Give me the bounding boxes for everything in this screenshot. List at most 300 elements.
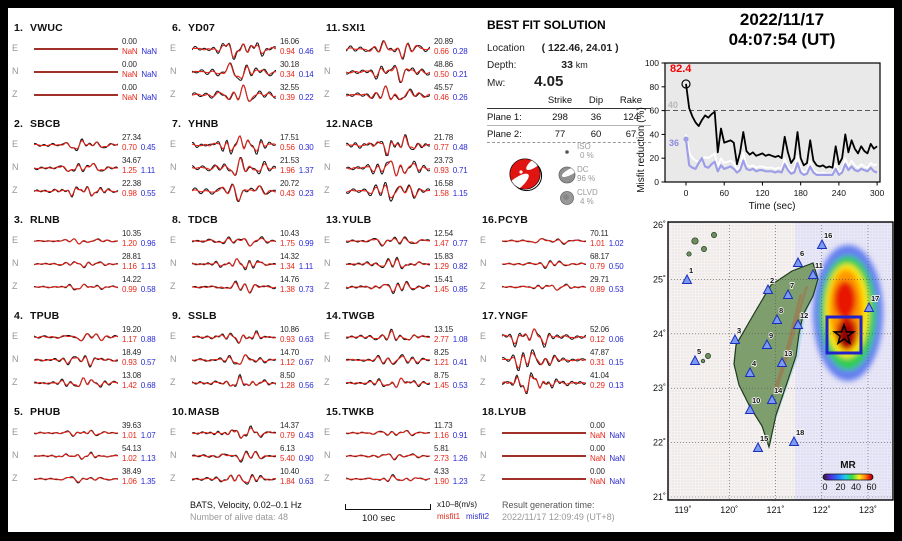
misfit2-value: 1.07 xyxy=(140,430,156,440)
station-marker-number: 12 xyxy=(800,311,809,320)
y-tick-label: 100 xyxy=(644,58,659,68)
synthetic-trace xyxy=(34,239,118,244)
misfit-values xyxy=(122,166,155,176)
misfit2-value: 0.14 xyxy=(298,69,314,79)
misfit-values xyxy=(590,454,625,464)
event-date: 2022/11/17 xyxy=(739,10,825,29)
misfit2-value: 0.43 xyxy=(298,430,314,440)
dc-label xyxy=(577,166,595,183)
peak-amplitude: 20.89 xyxy=(434,37,454,46)
iso-name: ISO xyxy=(577,142,591,151)
misfit2-value: NaN xyxy=(141,92,157,102)
clvd-name: CLVD xyxy=(577,188,598,197)
station-block xyxy=(10,306,176,402)
peak-amplitude: 12.54 xyxy=(434,229,454,238)
misfit1-value: 2.77 xyxy=(434,334,449,344)
misfit2-value: 1.26 xyxy=(452,453,468,463)
station-name: TWGB xyxy=(342,310,375,322)
channel-label: Z xyxy=(170,281,176,291)
channel-label: N xyxy=(324,450,331,460)
depth-unit: km xyxy=(575,60,588,70)
observed-trace xyxy=(346,41,430,59)
station-block xyxy=(478,306,644,402)
channel-values xyxy=(280,275,314,294)
misfit2-value: 0.13 xyxy=(608,380,624,390)
misfit2-value: 0.30 xyxy=(298,142,314,152)
misfit1-value: 0.94 xyxy=(280,46,295,56)
channel-row xyxy=(478,276,644,298)
misfit2-value: 0.21 xyxy=(452,69,468,79)
peak-amplitude: 21.53 xyxy=(280,156,300,165)
misfit-values xyxy=(280,143,314,153)
y-tick-label: 20 xyxy=(649,153,659,164)
peak-amplitude: 0.00 xyxy=(122,37,137,46)
peak-amplitude: 45.57 xyxy=(434,83,454,92)
channel-label: N xyxy=(170,66,177,76)
channel-row xyxy=(168,38,334,60)
waveform-plot xyxy=(192,372,276,394)
synthetic-trace xyxy=(192,282,276,292)
channel-values xyxy=(434,275,468,294)
channel-row xyxy=(322,253,488,275)
station-block xyxy=(168,402,334,498)
misfit2-value: NaN xyxy=(141,69,157,79)
observed-trace xyxy=(192,475,276,485)
synthetic-trace xyxy=(192,185,276,201)
station-number: 1. xyxy=(14,22,24,34)
channel-values xyxy=(434,421,468,440)
station-number: 4. xyxy=(14,310,24,322)
channel-row xyxy=(10,157,176,179)
misfit-values xyxy=(122,189,156,199)
lon-label: 121˚ xyxy=(766,505,785,515)
station-block xyxy=(10,402,176,498)
station-name: YNGF xyxy=(498,310,528,322)
lon-label: 123˚ xyxy=(858,505,878,515)
misfit-values xyxy=(122,454,156,464)
misfit1-value: 0.31 xyxy=(590,357,605,367)
channel-values xyxy=(434,60,468,79)
y-tick-label: 60 xyxy=(649,105,659,116)
channel-values xyxy=(434,444,468,463)
channel-row xyxy=(478,422,644,444)
channel-row xyxy=(10,84,176,106)
misfit1-value: 1.45 xyxy=(434,380,449,390)
misfit-values xyxy=(434,93,468,103)
channel-values xyxy=(590,229,624,248)
misfit-values xyxy=(590,285,624,295)
waveform-plot xyxy=(192,157,276,179)
channel-values xyxy=(122,37,157,56)
location-label: Location xyxy=(487,43,525,54)
misfit1-value: 1.38 xyxy=(280,284,295,294)
channel-values xyxy=(590,348,624,367)
channel-values xyxy=(434,371,468,390)
misfit-values xyxy=(280,335,314,345)
channel-label: N xyxy=(324,162,331,172)
misfit-values xyxy=(434,166,468,176)
station-marker-number: 1 xyxy=(689,266,694,275)
waveform-plot xyxy=(34,157,118,179)
misfit2-value: 0.58 xyxy=(140,284,156,294)
station-header xyxy=(326,406,374,418)
channel-row xyxy=(168,422,334,444)
lon-label: 119˚ xyxy=(674,505,692,515)
peak-amplitude: 68.17 xyxy=(590,252,610,261)
channel-row xyxy=(10,422,176,444)
location-value: ( 122.46, 24.01 ) xyxy=(541,42,619,54)
misfit2-value: 0.55 xyxy=(140,188,156,198)
clvd-pct: 4 % xyxy=(580,196,594,206)
station-header xyxy=(172,310,217,322)
waveform-plot xyxy=(192,230,276,252)
islet-penghu xyxy=(705,353,710,358)
synthetic-trace xyxy=(192,63,276,78)
channel-row xyxy=(168,445,334,467)
misfit2-value: 1.02 xyxy=(608,238,624,248)
misfit-values xyxy=(280,262,313,272)
channel-label: N xyxy=(324,66,331,76)
station-block xyxy=(168,114,334,210)
channel-values xyxy=(590,371,624,390)
station-number: 2. xyxy=(14,118,24,130)
station-block xyxy=(168,306,334,402)
station-marker-number: 11 xyxy=(815,261,823,270)
peak-amplitude: 10.86 xyxy=(280,325,300,334)
x-tick-label: 0 xyxy=(683,188,689,198)
channel-label: E xyxy=(12,427,19,437)
misfit1-value: NaN xyxy=(590,476,606,486)
channel-row xyxy=(168,468,334,490)
misfit1-value: 1.21 xyxy=(434,357,449,367)
clvd-icon xyxy=(553,187,577,209)
station-header xyxy=(14,22,63,34)
waveform-plot xyxy=(346,276,430,298)
station-header xyxy=(172,406,220,418)
event-datetime xyxy=(682,10,882,50)
waveform-plot xyxy=(502,422,586,444)
waveform-plot xyxy=(192,326,276,348)
channel-values xyxy=(590,275,624,294)
channel-row xyxy=(322,276,488,298)
channel-row xyxy=(168,276,334,298)
waveform-plot xyxy=(346,180,430,202)
channel-values xyxy=(434,37,468,56)
peak-amplitude: 0.00 xyxy=(122,83,137,92)
channel-values xyxy=(122,133,156,152)
channel-row xyxy=(322,84,488,106)
station-name: SBCB xyxy=(30,118,61,130)
solution-location-row xyxy=(487,42,619,54)
channel-label: E xyxy=(12,331,19,341)
channel-row xyxy=(322,422,488,444)
misfit2-value: 0.56 xyxy=(298,380,314,390)
channel-values xyxy=(434,348,468,367)
synthetic-trace xyxy=(192,377,276,386)
waveform-plot xyxy=(34,253,118,275)
channel-row xyxy=(168,372,334,394)
misfit1-legend: misfit1 xyxy=(437,512,461,521)
station-name: TDCB xyxy=(188,214,218,226)
peak-amplitude: 27.34 xyxy=(122,133,142,142)
channel-label: N xyxy=(12,450,19,460)
channel-label: Z xyxy=(170,89,176,99)
peak-amplitude: 13.15 xyxy=(434,325,454,334)
misfit-values xyxy=(434,477,468,487)
station-header xyxy=(482,406,526,418)
station-number: 8. xyxy=(172,214,182,226)
channel-row xyxy=(168,230,334,252)
lon-label: 122˚ xyxy=(812,505,831,515)
misfit-values xyxy=(122,431,156,441)
synthetic-trace xyxy=(34,187,118,195)
col-strike: Strike xyxy=(547,94,573,106)
channel-row xyxy=(10,61,176,83)
waveform-plot xyxy=(502,372,586,394)
peak-amplitude: 20.72 xyxy=(280,179,300,188)
peak-amplitude: 18.49 xyxy=(122,348,142,357)
peak-amplitude: 52.06 xyxy=(590,325,610,334)
channel-row xyxy=(10,180,176,202)
misfit1-value: 0.12 xyxy=(590,334,605,344)
channel-row xyxy=(168,134,334,156)
station-block xyxy=(10,114,176,210)
channel-label: Z xyxy=(480,473,486,483)
misfit2-value: 0.53 xyxy=(608,284,624,294)
peak-amplitude: 30.18 xyxy=(280,60,300,69)
misfit-values xyxy=(434,70,468,80)
station-number: 12. xyxy=(326,118,342,130)
misfit2-value: 1.23 xyxy=(452,476,468,486)
misfit1-value: 1.45 xyxy=(434,284,449,294)
channel-label: Z xyxy=(12,473,18,483)
waveform-plot xyxy=(502,468,586,490)
waveform-plot xyxy=(34,134,118,156)
station-block xyxy=(10,210,176,306)
channel-values xyxy=(122,60,157,79)
channel-values xyxy=(590,467,625,486)
peak-amplitude: 4.33 xyxy=(434,467,449,476)
colorbar-tick: 20 xyxy=(835,482,846,492)
station-marker-number: 15 xyxy=(760,434,769,443)
misfit-values xyxy=(434,239,468,249)
channel-row xyxy=(322,180,488,202)
channel-values xyxy=(280,229,314,248)
synthetic-trace xyxy=(346,161,430,176)
misfit1-value: 1.06 xyxy=(122,476,137,486)
synthetic-trace xyxy=(192,259,276,268)
channel-label: N xyxy=(480,354,487,364)
station-name: VWUC xyxy=(30,22,63,34)
peak-amplitude: 29.71 xyxy=(590,275,610,284)
misfit2-value: 0.22 xyxy=(298,92,314,102)
waveform-plot xyxy=(346,372,430,394)
synthetic-trace xyxy=(346,454,430,459)
waveform-plot xyxy=(346,134,430,156)
channel-label: Z xyxy=(480,377,486,387)
waveform-plot xyxy=(346,422,430,444)
station-number: 6. xyxy=(172,22,182,34)
synthetic-trace xyxy=(346,136,430,155)
clvd-label xyxy=(577,189,598,206)
plane2-dip: 60 xyxy=(590,128,602,140)
channel-row xyxy=(322,157,488,179)
misfit1-value: 0.98 xyxy=(122,188,137,198)
channel-label: E xyxy=(324,43,331,53)
misfit-values xyxy=(590,335,624,345)
channel-values xyxy=(122,325,156,344)
station-name: NACB xyxy=(342,118,374,130)
depth-value: 33 xyxy=(561,59,573,71)
misfit-values xyxy=(122,239,156,249)
synthetic-trace xyxy=(34,357,118,366)
misfit2-value: 0.73 xyxy=(298,284,314,294)
peak-amplitude: 5.81 xyxy=(434,444,449,453)
depth-label: Depth: xyxy=(487,60,517,71)
plane2-rake: 67 xyxy=(625,128,637,140)
waveform-plot xyxy=(346,84,430,106)
station-number: 17. xyxy=(482,310,498,322)
misfit-values xyxy=(280,189,314,199)
waveform-plot xyxy=(192,422,276,444)
peak-amplitude: 17.51 xyxy=(280,133,300,142)
synthetic-trace xyxy=(502,262,586,268)
synthetic-trace xyxy=(346,356,430,363)
waveform-plot xyxy=(34,326,118,348)
chart-annotation: 36 xyxy=(669,138,680,148)
channel-values xyxy=(434,179,468,198)
channel-label: N xyxy=(170,354,177,364)
synthetic-trace xyxy=(34,378,118,387)
y-tick-label: 40 xyxy=(649,129,659,140)
peak-amplitude: 39.63 xyxy=(122,421,142,430)
channel-label: Z xyxy=(170,185,176,195)
waveform-plot xyxy=(346,326,430,348)
synthetic-trace xyxy=(34,453,118,459)
synthetic-trace xyxy=(34,431,118,436)
misfit-values xyxy=(590,358,624,368)
waveform-plot xyxy=(192,134,276,156)
colorbar-tick: 40 xyxy=(850,482,862,492)
channel-row xyxy=(168,326,334,348)
waveform-plot xyxy=(192,61,276,83)
heat-red-north xyxy=(834,281,856,319)
channel-values xyxy=(122,179,156,198)
station-number: 5. xyxy=(14,406,24,418)
station-number: 16. xyxy=(482,214,498,226)
misfit1-value: 1.58 xyxy=(434,188,449,198)
channel-label: Z xyxy=(12,281,18,291)
synthetic-trace xyxy=(192,428,276,438)
station-header xyxy=(326,214,371,226)
station-marker-number: 8 xyxy=(779,306,784,315)
misfit1-value: 0.34 xyxy=(280,69,295,79)
misfit2-value: NaN xyxy=(141,46,157,56)
misfit1-value: 0.79 xyxy=(280,430,295,440)
misfit2-value: 1.37 xyxy=(298,165,314,175)
channel-values xyxy=(280,421,314,440)
station-number: 9. xyxy=(172,310,182,322)
channel-label: E xyxy=(480,331,487,341)
channel-label: E xyxy=(324,427,331,437)
synthetic-trace xyxy=(192,475,276,483)
misfit1-value: 1.75 xyxy=(280,238,295,248)
channel-row xyxy=(478,253,644,275)
channel-label: E xyxy=(170,427,177,437)
channel-values xyxy=(122,83,157,102)
misfit2-value: 0.28 xyxy=(452,46,468,56)
waveform-plot xyxy=(346,61,430,83)
misfit-values xyxy=(122,262,156,272)
dc-icon xyxy=(553,164,577,186)
waveform-plot xyxy=(502,445,586,467)
channel-values xyxy=(122,421,156,440)
channel-values xyxy=(434,133,468,152)
station-marker-number: 2 xyxy=(770,276,775,285)
peak-amplitude: 19.20 xyxy=(122,325,142,334)
channel-values xyxy=(122,444,156,463)
col-dip: Dip xyxy=(588,94,604,106)
channel-values xyxy=(122,467,156,486)
misfit-values xyxy=(590,477,625,487)
filter-info: BATS, Velocity, 0.02–0.1 Hz xyxy=(190,500,302,510)
misfit1-value: 1.20 xyxy=(122,238,137,248)
station-header xyxy=(172,22,215,34)
station-name: YD07 xyxy=(188,22,216,34)
misfit2-value: 0.77 xyxy=(452,238,468,248)
plane1-row xyxy=(487,109,651,126)
channel-row xyxy=(322,38,488,60)
channel-label: N xyxy=(170,162,177,172)
channel-values xyxy=(434,156,468,175)
misfit1-value: 0.89 xyxy=(590,284,605,294)
misfit2-value: 0.67 xyxy=(298,357,314,367)
waveform-plot xyxy=(34,468,118,490)
waveform-plot xyxy=(502,230,586,252)
station-block xyxy=(322,306,488,402)
synthetic-trace xyxy=(502,376,586,393)
channel-values xyxy=(280,348,314,367)
misfit1-value: 0.99 xyxy=(122,284,137,294)
chart-annotation: 82.4 xyxy=(670,63,692,75)
station-header xyxy=(14,406,61,418)
station-marker-number: 9 xyxy=(769,331,774,340)
station-marker-number: 6 xyxy=(800,249,805,258)
channel-label: Z xyxy=(324,377,330,387)
misfit1-value: 0.79 xyxy=(590,261,605,271)
waveform-plot xyxy=(34,445,118,467)
channel-row xyxy=(322,468,488,490)
waveform-plot xyxy=(346,253,430,275)
channel-values xyxy=(280,179,314,198)
amplitude-unit-label: x10–8(m/s) xyxy=(437,500,478,509)
channel-label: Z xyxy=(324,185,330,195)
channel-label: E xyxy=(324,139,331,149)
dc-name: DC xyxy=(577,165,589,174)
peak-amplitude: 47.87 xyxy=(590,348,610,357)
misfit1-value: 5.40 xyxy=(280,453,295,463)
channel-label: E xyxy=(12,235,19,245)
station-number: 11. xyxy=(326,22,341,34)
channel-values xyxy=(280,83,314,102)
peak-amplitude: 32.55 xyxy=(280,83,300,92)
peak-amplitude: 8.75 xyxy=(434,371,449,380)
channel-values xyxy=(122,371,156,390)
channel-values xyxy=(280,133,314,152)
channel-values xyxy=(280,444,314,463)
synthetic-trace xyxy=(502,285,586,290)
misfit-values xyxy=(122,335,156,345)
